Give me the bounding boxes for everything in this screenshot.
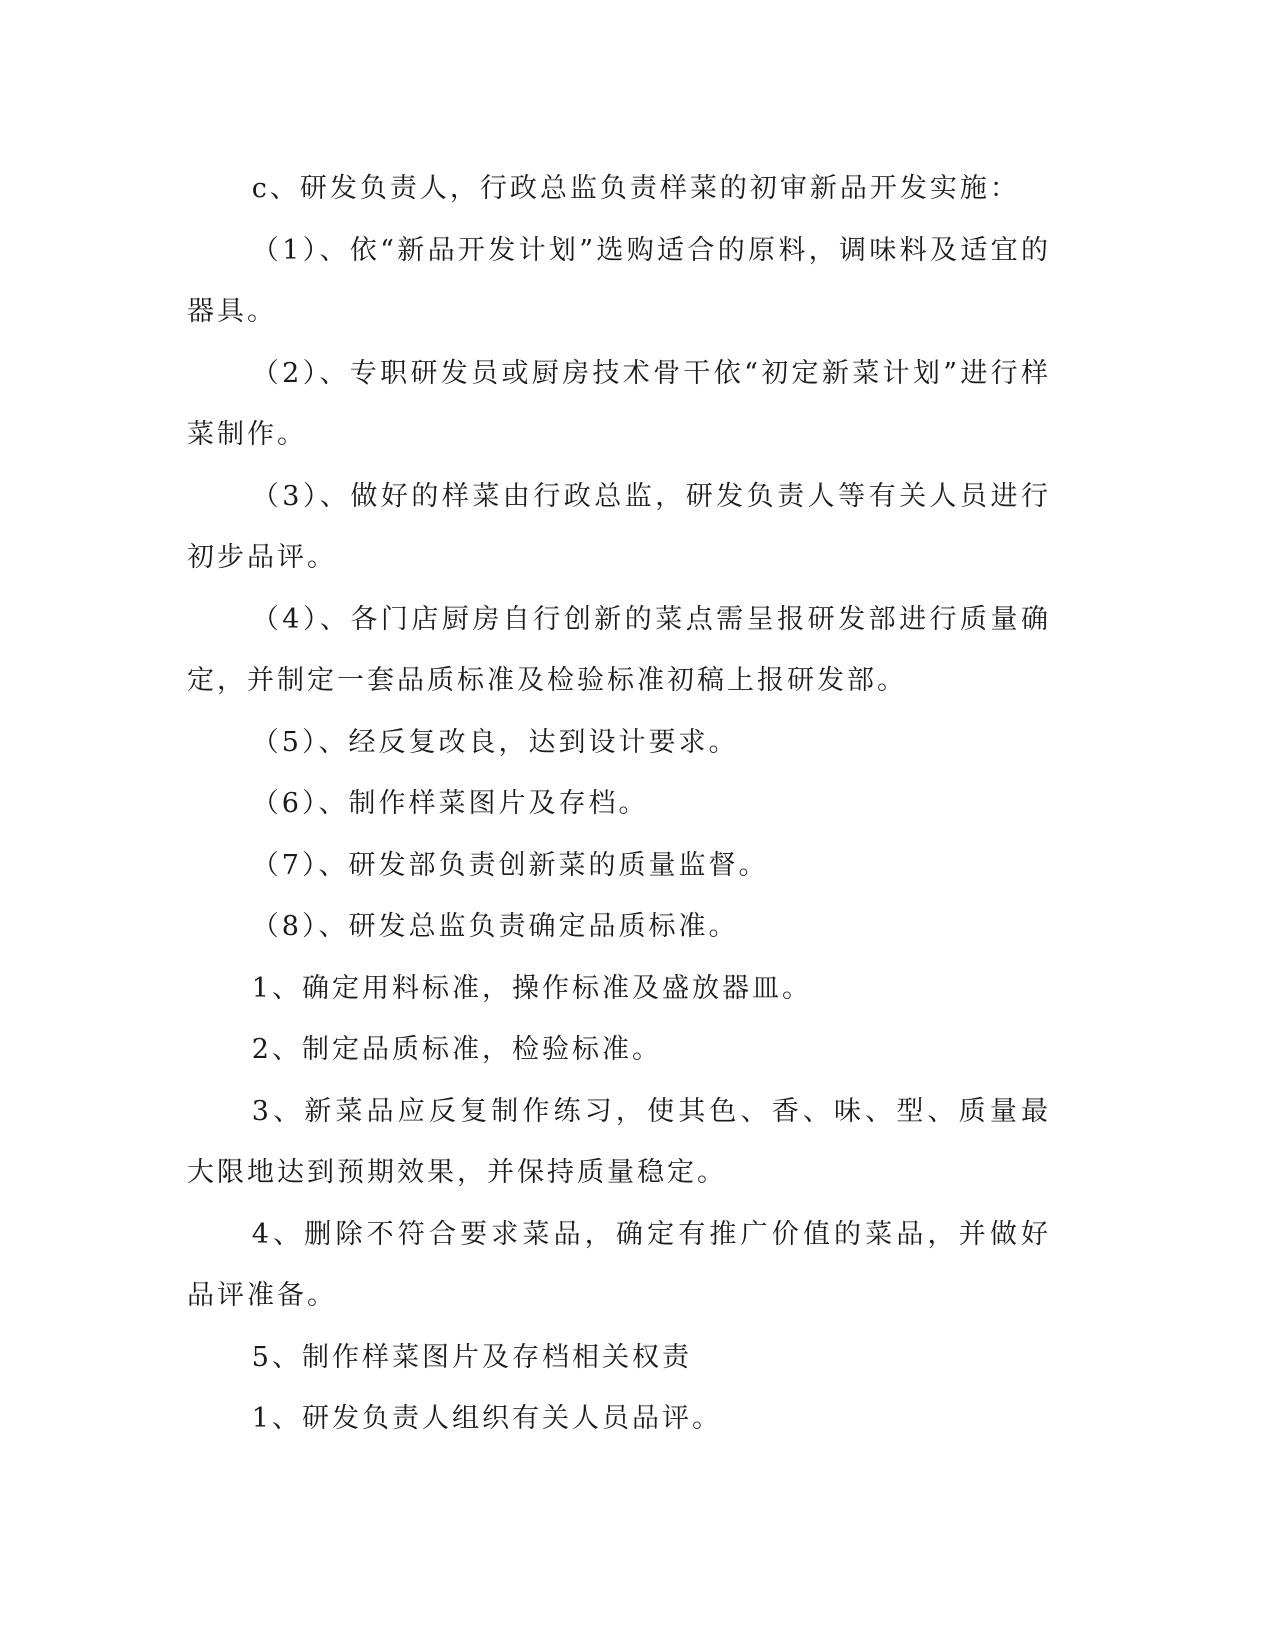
paragraph-item-5: 5、制作样菜图片及存档相关权责	[251, 1341, 692, 1373]
paragraph-step-7: （7）、研发部负责创新菜的质量监督。	[251, 849, 769, 881]
paragraph-item-2: 2、制定品质标准，检验标准。	[251, 1034, 662, 1065]
paragraph-c-intro: c、研发负责人，行政总监负责样菜的初审新品开发实施：	[251, 173, 1020, 204]
paragraph-step-1: （1）、依“新品开发计划”选购适合的原料，调味料及适宜的器具。	[187, 234, 1051, 327]
paragraph-step-2: （2）、专职研发员或厨房技术骨干依“初定新菜计划”进行样菜制作。	[187, 357, 1051, 450]
document-body	[187, 158, 1051, 1450]
paragraph-item-1-second: 1、研发负责人组织有关人员品评。	[251, 1403, 722, 1434]
paragraph-step-6: （6）、制作样菜图片及存档。	[251, 788, 649, 819]
paragraph-item-1: 1、确定用料标准，操作标准及盛放器皿。	[251, 972, 812, 1004]
paragraph-step-5: （5）、经反复改良，达到设计要求。	[251, 726, 739, 758]
paragraph-step-3: （3）、做好的样菜由行政总监，研发负责人等有关人员进行初步品评。	[187, 480, 1051, 573]
paragraph-step-4: （4）、各门店厨房自行创新的菜点需呈报研发部进行质量确定，并制定一套品质标准及检验标准初稿上报研发部。	[187, 603, 1051, 696]
paragraph-item-4: 4、删除不符合要求菜品，确定有推广价值的菜品，并做好品评准备。	[187, 1218, 1051, 1311]
paragraph-item-3: 3、新菜品应反复制作练习，使其色、香、味、型、质量最大限地达到预期效果，并保持质量稳定。	[187, 1095, 1051, 1188]
paragraph-step-8: （8）、研发总监负责确定品质标准。	[251, 911, 739, 942]
